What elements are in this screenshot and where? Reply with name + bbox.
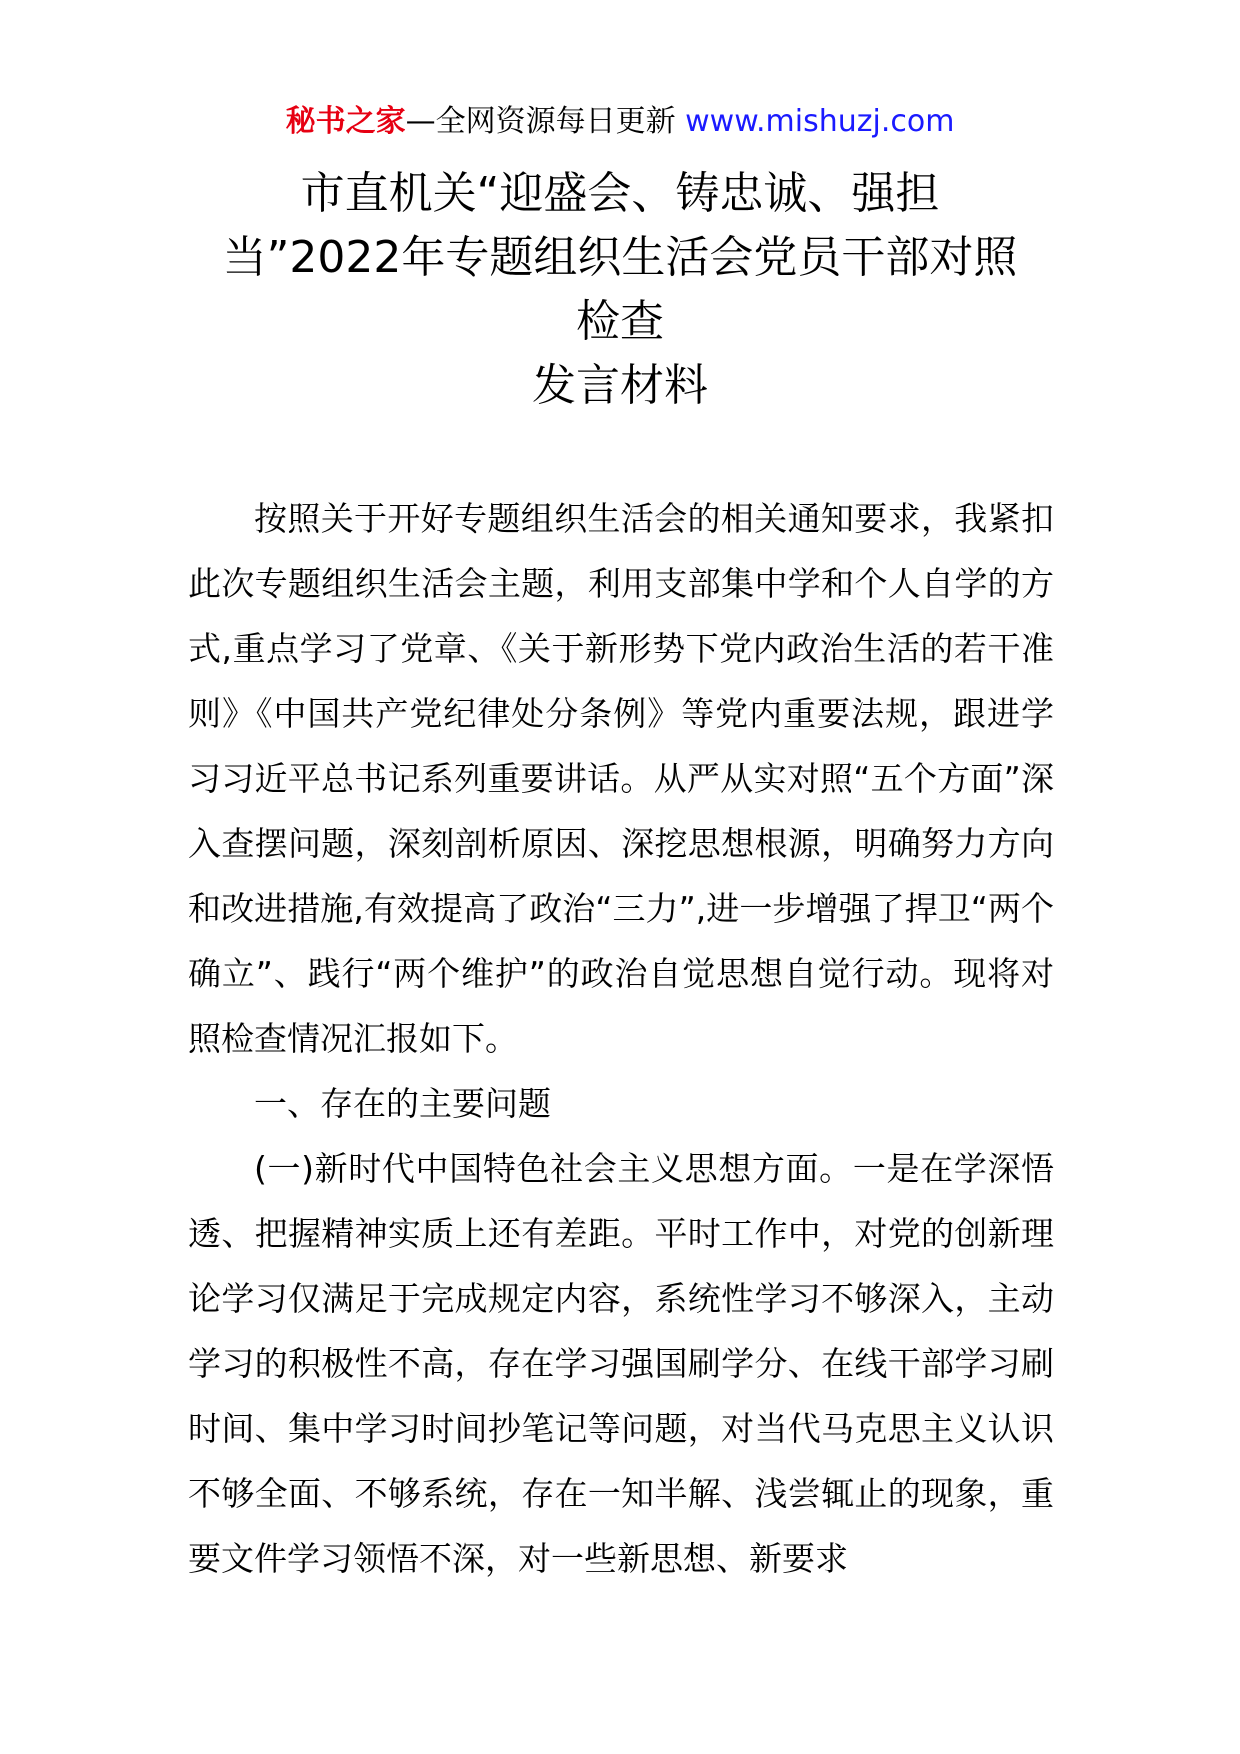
- title-line-1: 市直机关“迎盛会、铸忠诚、强担: [300, 168, 940, 219]
- section-heading-1: 一、存在的主要问题: [254, 1084, 551, 1123]
- section-1-paragraph-1: (一)新时代中国特色社会主义思想方面。一是在学深悟透、把握精神实质上还有差距。平时工作中，对党的创新理论学习仅满足于完成规定内容，系统性学习不够深入，主动学习的积极性不高，存在学习强国刷学分、在线干部学习刷时间、集中学习时间抄笔记等问题，对当代马克思主义认识不够全面、不够系统，存在一知半解、浅尝辄止的现象，重要文件学习领悟不深，对一些新思想、新要求: [188, 1149, 1054, 1578]
- site-url[interactable]: www.mishuzj.com: [685, 104, 955, 139]
- title-line-2: 当”2022年专题组织生活会党员干部对照: [222, 232, 1018, 283]
- site-tagline: —全网资源每日更新: [405, 104, 676, 139]
- intro-paragraph: 按照关于开好专题组织生活会的相关通知要求，我紧扣此次专题组织生活会主题，利用支部集中学和个人自学的方式,重点学习了党章、《关于新形势下党内政治生活的若干准则》《中国共产党纪律处分条例》等党内重要法规，跟进学习习近平总书记系列重要讲话。从严从实对照“五个方面”深入查摆问题，深刻剖析原因、深挖思想根源，明确努力方向和改进措施,有效提高了政治“三力”,进一步增强了捍卫“两个确立”、践行“两个维护”的政治自觉思想自觉行动。现将对照检查情况汇报如下。: [188, 499, 1054, 1058]
- title-line-3: 检查: [576, 296, 664, 347]
- document-title: [150, 162, 1090, 418]
- site-brand: 秘书之家: [285, 104, 406, 139]
- title-line-4: 发言材料: [532, 360, 708, 411]
- document-body: [188, 486, 1054, 1591]
- site-header: [0, 100, 1240, 144]
